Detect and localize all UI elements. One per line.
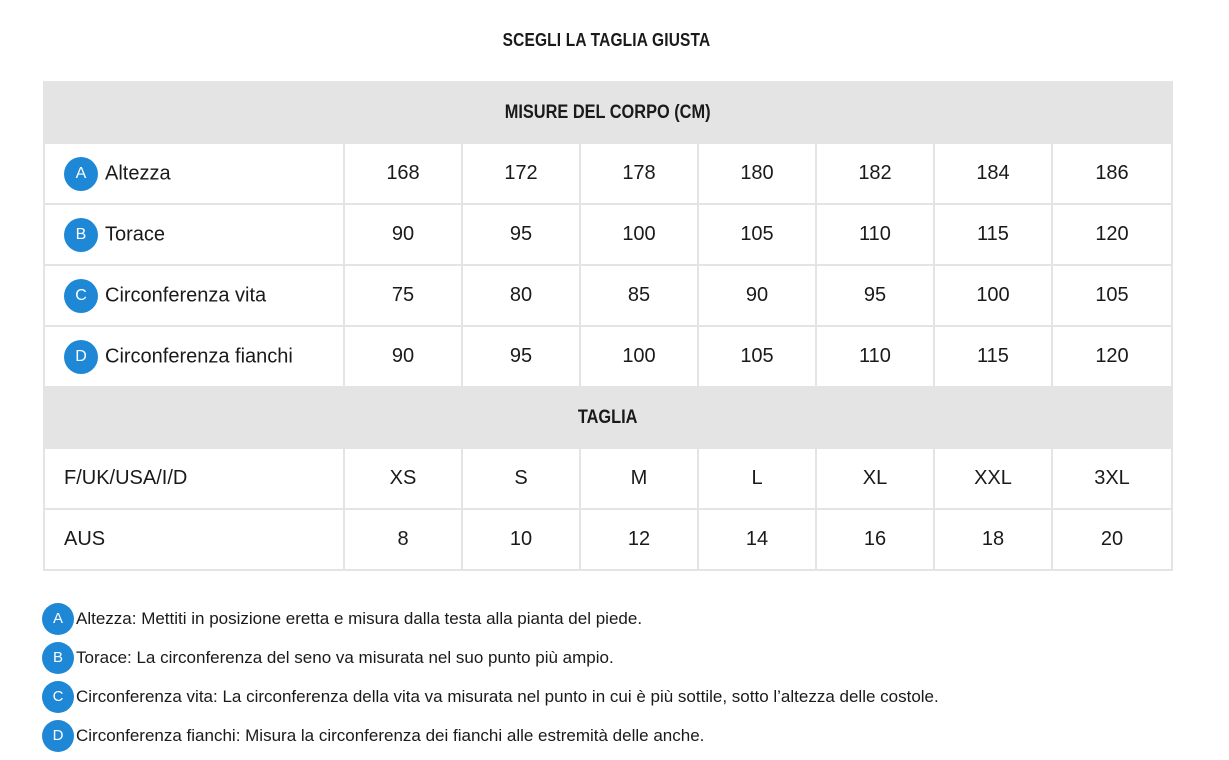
table-cell: 18 (934, 509, 1052, 570)
row-label: AUS (44, 509, 344, 570)
body-measurements-header-row (44, 82, 1172, 143)
table-cell: 90 (698, 265, 816, 326)
table-cell: L (698, 448, 816, 509)
table-cell: 110 (816, 204, 934, 265)
table-cell: 90 (344, 326, 462, 387)
table-cell: 16 (816, 509, 934, 570)
table-cell: 184 (934, 143, 1052, 204)
badge-b: B (42, 642, 74, 674)
table-cell: 100 (934, 265, 1052, 326)
badge-a: A (42, 603, 74, 635)
badge-c: C (42, 681, 74, 713)
size-header-row (44, 387, 1172, 448)
note-text: Circonferenza fianchi: Misura la circonferenza dei fianchi alle estremità delle anche. (76, 725, 705, 745)
table-cell: 105 (698, 204, 816, 265)
table-cell: 110 (816, 326, 934, 387)
table-cell: 182 (816, 143, 934, 204)
table-cell: 115 (934, 204, 1052, 265)
badge-d: D (42, 720, 74, 752)
table-cell: 8 (344, 509, 462, 570)
size-heading-text: TAGLIA (578, 406, 638, 428)
table-cell: 95 (462, 326, 580, 387)
table-cell: 105 (1052, 265, 1172, 326)
size-heading (44, 387, 1172, 448)
table-row-altezza (44, 143, 1172, 204)
table-cell: 100 (580, 326, 698, 387)
size-chart-table (43, 81, 1173, 571)
table-cell: 186 (1052, 143, 1172, 204)
table-cell: 172 (462, 143, 580, 204)
badge-c: C (64, 279, 98, 313)
row-label-cell (44, 204, 344, 265)
row-label: Torace (105, 223, 166, 245)
table-cell: 3XL (1052, 448, 1172, 509)
badge-b: B (64, 218, 98, 252)
table-cell: M (580, 448, 698, 509)
note-text: Torace: La circonferenza del seno va misurata nel suo punto più ampio. (76, 647, 614, 667)
table-cell: S (462, 448, 580, 509)
row-label-cell (44, 265, 344, 326)
table-cell: 12 (580, 509, 698, 570)
note-text: Altezza: Mettiti in posizione eretta e misura dalla testa alla pianta del piede. (76, 608, 643, 628)
row-label: Altezza (105, 162, 171, 184)
table-cell: 115 (934, 326, 1052, 387)
row-label: F/UK/USA/I/D (44, 448, 344, 509)
table-row-circonferenza-vita (44, 265, 1172, 326)
body-measurements-heading (44, 82, 1172, 143)
table-cell: 120 (1052, 204, 1172, 265)
table-cell: 178 (580, 143, 698, 204)
note-altezza (42, 599, 1192, 638)
note-circonferenza-vita (42, 677, 1192, 716)
row-label: Circonferenza vita (105, 284, 267, 306)
table-row-circonferenza-fianchi (44, 326, 1172, 387)
note-text: Circonferenza vita: La circonferenza della vita va misurata nel punto in cui è più sottile, sotto l’altezza delle costole. (76, 686, 939, 706)
table-cell: 80 (462, 265, 580, 326)
table-cell: 95 (816, 265, 934, 326)
body-measurements-heading-text: MISURE DEL CORPO (CM) (505, 101, 711, 123)
table-row-aus (44, 509, 1172, 570)
table-cell: 105 (698, 326, 816, 387)
table-cell: 90 (344, 204, 462, 265)
table-cell: XL (816, 448, 934, 509)
note-torace (42, 638, 1192, 677)
table-cell: 10 (462, 509, 580, 570)
row-label-cell (44, 326, 344, 387)
table-cell: 120 (1052, 326, 1172, 387)
table-cell: 75 (344, 265, 462, 326)
row-label: Circonferenza fianchi (105, 345, 293, 367)
note-circonferenza-fianchi (42, 716, 1192, 755)
table-cell: 168 (344, 143, 462, 204)
table-cell: 85 (580, 265, 698, 326)
badge-a: A (64, 157, 98, 191)
table-cell: XS (344, 448, 462, 509)
row-label-cell (44, 143, 344, 204)
table-cell: 14 (698, 509, 816, 570)
table-row-torace (44, 204, 1172, 265)
table-cell: 180 (698, 143, 816, 204)
table-cell: 20 (1052, 509, 1172, 570)
table-cell: 100 (580, 204, 698, 265)
table-cell: XXL (934, 448, 1052, 509)
measurement-notes (42, 599, 1192, 755)
table-cell: 95 (462, 204, 580, 265)
table-row-f-uk-usa-i-d (44, 448, 1172, 509)
badge-d: D (64, 340, 98, 374)
page-title: SCEGLI LA TAGLIA GIUSTA (502, 30, 711, 50)
